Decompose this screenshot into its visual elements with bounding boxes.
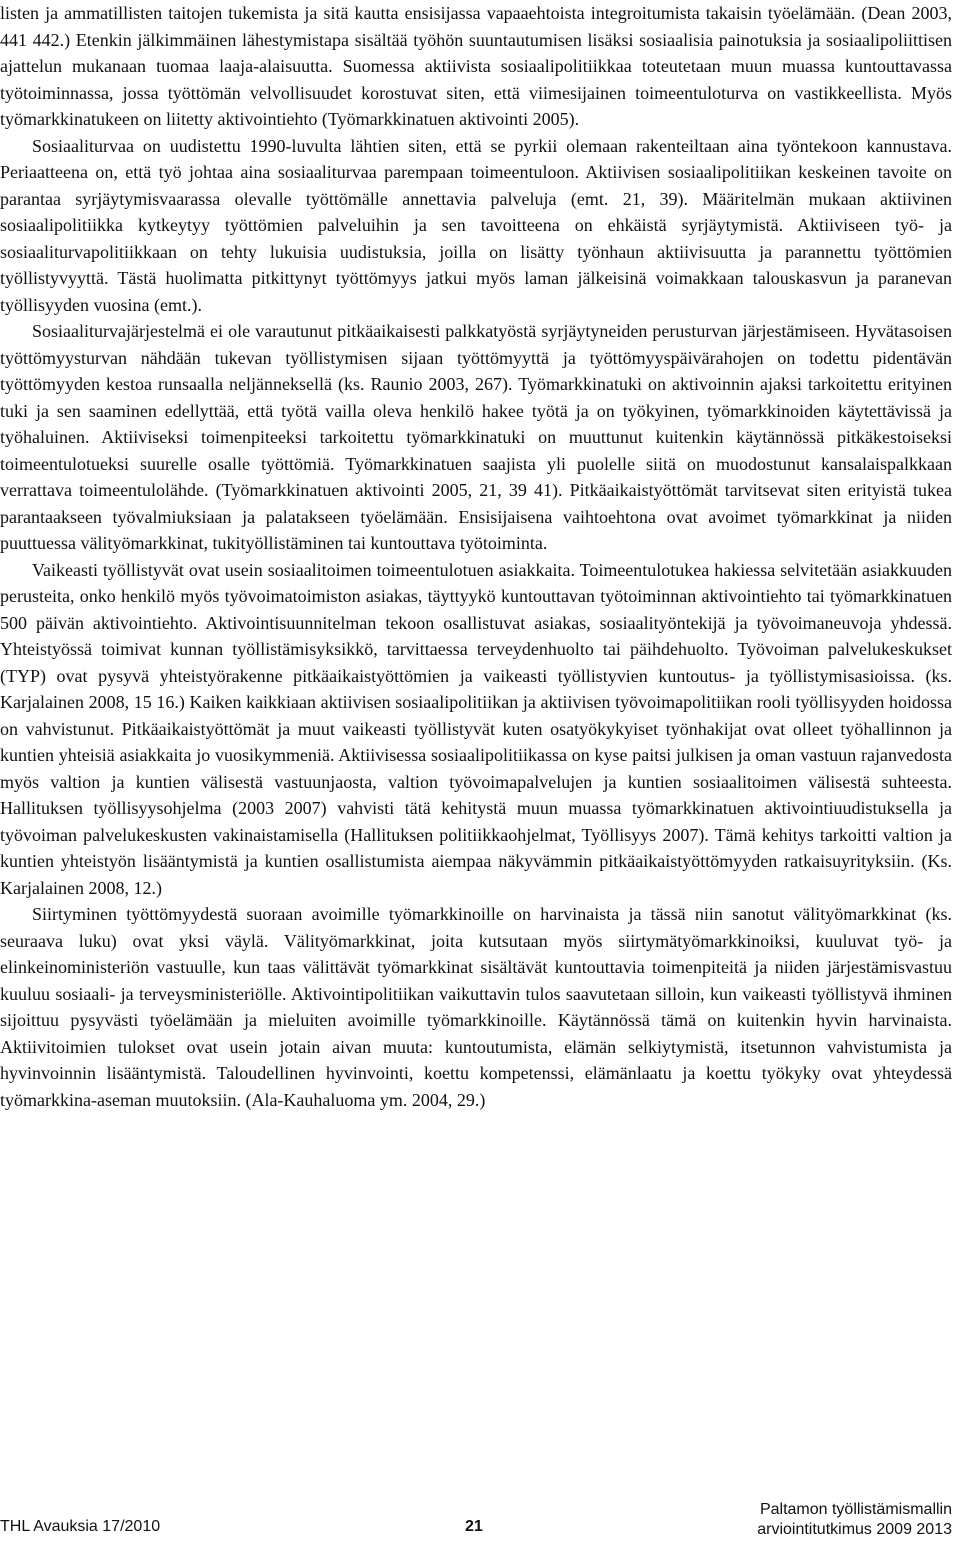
paragraph-1: listen ja ammatillisten taitojen tukemista ja sitä kautta ensisijassa vapaaehtoista integroitumista takaisin työelämään. (Dean 2003, 441 442.) Etenkin jälkimmäinen lähestymistapa sisältää työhön suuntautumisen lisäksi sosiaalisia painotuksia ja sosiaalipoliittisen ajattelun mukanaan tuomaa laaja-alaisuutta. Suomessa aktiivista sosiaalipolitiikkaa toteutetaan muun muassa kuntouttavassa työtoiminnassa, jossa työttömän velvollisuudet korostuvat siten, että viimesijainen toimeentuloturva on vastikkeellista. Myös työmarkkinatukeen on liitetty aktivointiehto (Työmarkkinatuen aktivointi 2005). [0,3,952,129]
footer-publication: THL Avauksia 17/2010 [0,1518,161,1535]
footer-report-line-1: Paltamon työllistämismallin [759,1501,952,1518]
paragraph-5: Siirtyminen työttömyydestä suoraan avoimille työmarkkinoille on harvinaista ja tässä niin sanotut välityömarkkinat (ks. seuraava luku) ovat yksi väylä. Välityömarkkinat, joita kutsutaan myös siirtymätyömarkkinoiksi, kuuluvat työ- ja elinkeinoministeriön vastuulle, kun taas välittävät työmarkkinat sisältävät kuntouttavia toimenpiteitä ja niiden järjestämisvastuu kuuluu sosiaali- ja terveysministeriölle. Aktivointipolitiikan vaikuttavin tulos saavutetaan silloin, kun vaikeasti työllistyvä ihminen sijoittuu pysyvästi työelämään ja mieluiten avoimille työmarkkinoille. Käytännössä tämä on kuitenkin hyvin harvinaista. Aktiivitoimien tulokset ovat usein jotain aivan muuta: kuntoutumista, elämän selkiytymistä, itsetunnon vahvistumista ja hyvinvoinnin lisääntymistä. Taloudellinen hyvinvointi, koettu kompetenssi, elämänlaatu ja koettu työkyky ovat yhteydessä työmarkkina-aseman muutoksiin. (Ala-Kauhaluoma ym. 2004, 29.) [0,904,952,1110]
paragraph-4: Vaikeasti työllistyvät ovat usein sosiaalitoimen toimeentulotuen asiakkaita. Toimeentulotukea hakiessa selvitetään asiakkuuden perusteita, onko henkilö myös työvoimatoimiston asiakas, täyttyykö kuntouttavan työtoiminnan aktivointiehto tai työmarkkinatuen 500 päivän aktivointiehto. Aktivointisuunnitelman tekoon osallistuvat asiakas, sosiaalityöntekijä ja työvoimaneuvoja yhdessä. Yhteistyössä toimivat kunnan työllistämisyksikkö, tarvittaessa terveydenhuolto tai päihdehuolto. Työvoiman palvelukeskukset (TYP) ovat pysyvä yhteistyörakenne pitkäaikaistyöttömien ja vaikeasti työllistyvien kuntoutus- ja työllistymisasioissa. (ks. Karjalainen 2008, 15 16.) Kaiken kaikkiaan aktiivisen sosiaalipolitiikan ja aktiivisen työvoimapolitiikan rooli työllisyyden hoidossa on vahvistunut. Pitkäaikaistyöttömät ja muut vaikeasti työllistyvät kuten osatyökykyiset työnhakijat ovat olleet työhallinnon ja kuntien yhteisiä asiakkaita jo vuosikymmeniä. Aktiivisessa sosiaalipolitiikassa on kyse paitsi julkisen ja oman vastuun rajanvedosta myös valtion ja kuntien välisestä vastuunjaosta, valtion työvoimapalvelujen ja kuntien sosiaalitoimen välisestä suhteesta. Hallituksen työllisyysohjelma (2003 2007) vahvisti tätä kehitystä muun muassa työmarkkinatuen aktivointiuudistuksella ja työvoiman palvelukeskusten vakinaistamisella (Hallituksen politiikkaohjelmat, Työllisyys 2007). Tämä kehitys tarkoitti valtion ja kuntien yhteistyön lisääntymistä ja kuntien osallistumista aiempaa näkyvämmin pitkäaikaistyöttömyyden ratkaisuyrityksiin. (Ks. Karjalainen 2008, 12.) [0,559,952,898]
paragraph-3: Sosiaaliturvajärjestelmä ei ole varautunut pitkäaikaisesti palkkatyöstä syrjäytyneiden perusturvan järjestämiseen. Hyvätasoisen työttömyysturvan nähdään tukevan työllistymisen sijaan työttömyyttä ja työttömyyspäivärahojen on todettu pidentävän työttömyyden kestoa runsaalla neljänneksellä (ks. Raunio 2003, 267). Työmarkkinatuki on aktivoinnin ajaksi tarkoitettu erityinen tuki ja sen saaminen edellyttää, että työtä vailla oleva henkilö hakee työtä ja on työkyinen, työmarkkinoiden käytettävissä ja työhaluinen. Aktiiviseksi toimenpiteeksi tarkoitettu työmarkkinatuki on muuttunut kuitenkin käytännössä pitkäkestoiseksi toimeentulotueksi suurelle osalle työttömiä. Työmarkkinatuen saajista yli puolelle siitä on muodostunut kansalaispalkkaan verrattava toimeentulolähde. (Työmarkkinatuen aktivointi 2005, 21, 39 41). Pitkäaikaistyöttömät tarvitsevat siten erityistä tukea parantaakseen työvalmiuksiaan ja palatakseen työelämään. Ensisijaisena vaihtoehtona ovat avoimet työmarkkinat ja niiden puuttuessa välityömarkkinat, tukityöllistäminen tai kuntouttava työtoiminta. [0,321,952,553]
paragraph-2: Sosiaaliturvaa on uudistettu 1990-luvulta lähtien siten, että se pyrkii olemaan rakenteiltaan aina työntekoon kannustava. Periaatteena on, että työ johtaa aina sosiaaliturvaa parempaan toimeentuloon. Aktiivisen sosiaalipolitiikan keskeinen tavoite on parantaa syrjäytymisvaarassa olevalle työttömälle annettavia palveluja (emt. 21, 39). Määritelmän mukaan aktiivinen sosiaalipolitiikka kytkeytyy työttömien palveluihin ja sen tavoitteena on ehkäistä syrjäytymistä. Aktiiviseen työ- ja sosiaaliturvapolitiikkaan on tehty lukuisia uudistuksia, joilla on lisätty työnhaun aktiivisuutta ja parannettu työttömien työllistyvyyttä. Tästä huolimatta pitkittynyt työttömyys jatkui myös laman jälkeisinä voimakkaan talouskasvun ja paranevan työllisyyden vuosina (emt.). [0,135,952,315]
footer-report-title [757,1500,952,1540]
page-footer [0,1500,952,1540]
footer-page-number: 21 [465,1518,483,1535]
footer-report-line-2: arviointitutkimus 2009 2013 [757,1521,952,1538]
